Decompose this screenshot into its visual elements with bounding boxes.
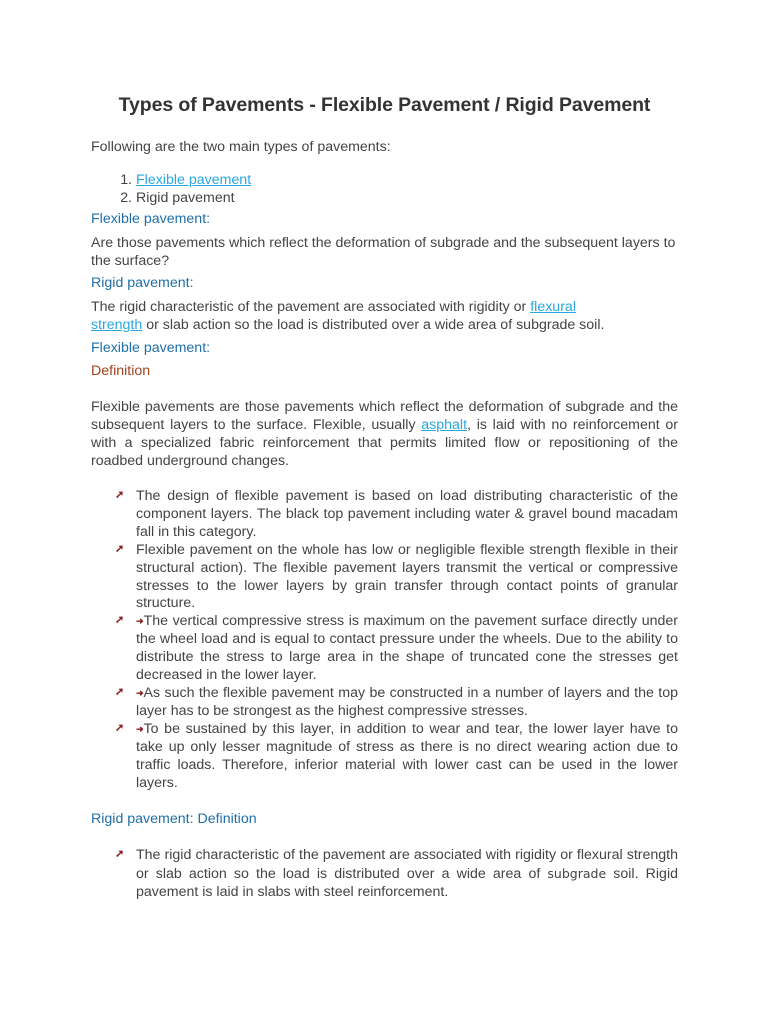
page-title: Types of Pavements - Flexible Pavement / Rigid Pavement — [118, 94, 651, 116]
list-item: ➚ The rigid characteristic of the pavement are associated with rigidity or flexural strength or slab action so the load is distributed over a wide area of subgrade soil. Rigid pavement is laid in slabs with steel reinforcement. — [115, 847, 678, 901]
rigid-pavement-definition-heading: Rigid pavement: Definition — [91, 811, 257, 828]
rigid-pavement-points — [91, 847, 678, 902]
list-item: 2. Rigid pavement — [136, 190, 678, 208]
arrow-bullet-icon: ➚ — [115, 685, 125, 698]
list-item: ➚ ➜The vertical compressive stress is maximum on the pavement surface directly under the wheel load and is equal to contact pressure under the wheels. Due to the ability to distribute the stress to large area in the shape of truncated cone the stresses get decreased in the lower layer. — [115, 613, 678, 684]
inline-arrow-icon: ➜ — [136, 687, 144, 698]
arrow-bullet-icon: ➚ — [115, 614, 125, 627]
arrow-bullet-icon: ➚ — [115, 542, 125, 555]
list-item: ➚ ➜To be sustained by this layer, in addition to wear and tear, the lower layer have to take up only lesser magnitude of stress as there is no direct wearing action due to traffic loads. Therefore, inferior material with lower cast can be used in the lower layers. — [115, 720, 678, 791]
arrow-bullet-icon: ➚ — [115, 721, 125, 734]
definition-subheading: Definition — [91, 363, 151, 379]
arrow-bullet-icon: ➚ — [115, 489, 125, 501]
inline-arrow-icon: ➜ — [136, 723, 144, 734]
flexural-link[interactable]: flexural — [530, 299, 576, 315]
pavement-types-list — [91, 172, 678, 207]
arrow-bullet-icon: ➚ — [115, 848, 125, 861]
inline-arrow-icon: ➜ — [136, 616, 144, 627]
flexible-pavement-link[interactable]: Flexible pavement — [136, 172, 252, 188]
intro-paragraph: Following are the two main types of pavements: — [91, 139, 391, 155]
flexible-pavement-definition: Flexible pavements are those pavements which reflect the deformation of subgrade and the subsequent layers to the surface. Flexible, usually asphalt, is laid with no reinforcement or with a specialized fabric reinforcement that permits limited flow or repositioning of the roadbed underground changes. — [91, 399, 678, 469]
list-item: ➚ Flexible pavement on the whole has low or negligible flexible strength flexible in their structural action). The flexible pavement layers transmit the vertical or compressive stresses to the lower layers by grain transfer through contact points of granular structure. — [115, 541, 678, 612]
flexible-pavement-points — [91, 488, 678, 792]
list-item — [136, 172, 678, 190]
flexible-pavement-heading: Flexible pavement: — [91, 211, 211, 227]
asphalt-link[interactable]: asphalt — [421, 417, 468, 433]
strength-link[interactable]: strength — [91, 317, 143, 333]
flexible-pavement-definition-heading: Flexible pavement: — [91, 340, 211, 356]
rigid-pavement-heading: Rigid pavement: — [91, 275, 194, 291]
list-item: ➚ ➜As such the flexible pavement may be constructed in a number of layers and the top layer has to be strongest as the highest compressive stresses. — [115, 684, 678, 719]
list-item: ➚ The design of flexible pavement is based on load distributing characteristic of the component layers. The black top pavement including water & gravel bound macadam fall in this category. — [115, 488, 678, 540]
rigid-pavement-summary: The rigid characteristic of the pavement are associated with rigidity or flexural strength or slab action so the load is distributed over a wide area of subgrade soil. — [91, 299, 605, 333]
flexible-pavement-summary: Are those pavements which reflect the deformation of subgrade and the subsequent layers to the surface? — [91, 235, 676, 269]
